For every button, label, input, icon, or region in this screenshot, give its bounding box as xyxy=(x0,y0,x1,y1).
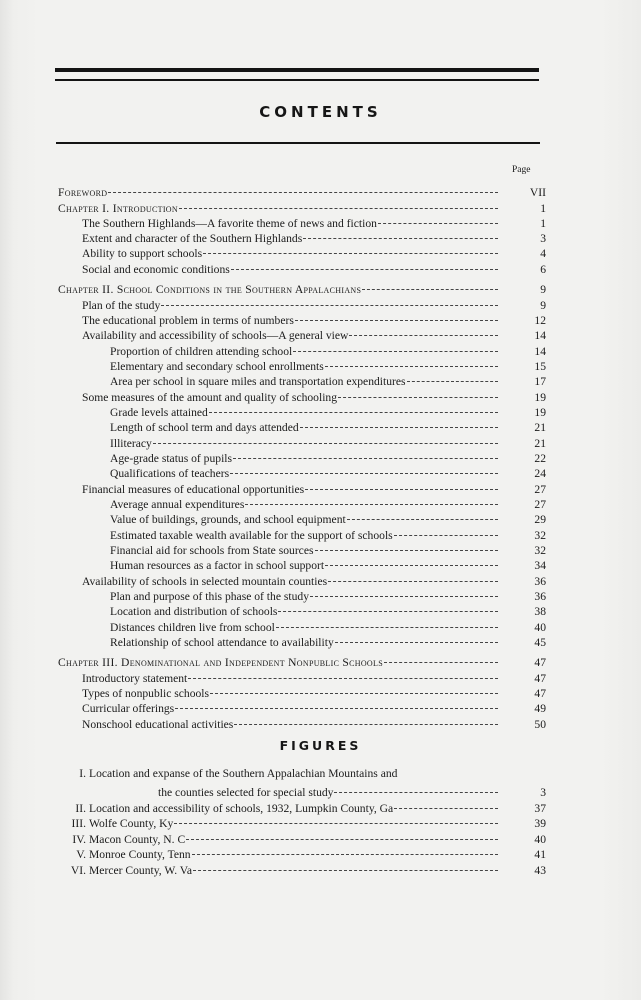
leader-dots xyxy=(193,859,498,874)
figure-title-cont: the counties selected for special study xyxy=(158,786,334,799)
leader-dots xyxy=(295,309,498,324)
toc-entry-page: 40 xyxy=(534,621,546,634)
top-thin-rule xyxy=(55,79,539,81)
toc-entry-title: Qualifications of teachers xyxy=(110,467,230,480)
toc-entry-title: Financial measures of educational opportunities xyxy=(82,483,305,496)
figure-number: I. xyxy=(79,767,86,780)
toc-entry-title: Location and distribution of schools xyxy=(110,605,278,618)
toc-entry[interactable] xyxy=(58,212,546,230)
toc-entry[interactable] xyxy=(58,340,546,358)
leader-dots xyxy=(378,212,498,227)
toc-entry[interactable] xyxy=(58,462,546,480)
figure-number: III. xyxy=(71,817,86,830)
leader-dots xyxy=(210,682,498,697)
figure-page: 40 xyxy=(534,832,546,846)
toc-entry-page: 45 xyxy=(534,636,546,649)
toc-entry[interactable] xyxy=(58,585,546,603)
leader-dots xyxy=(161,294,498,309)
toc-entry-page: 1 xyxy=(540,217,546,230)
leader-dots xyxy=(384,651,498,666)
toc-entry[interactable] xyxy=(58,508,546,526)
figure-entry[interactable] xyxy=(58,859,546,877)
figure-entry[interactable] xyxy=(58,797,546,815)
leader-dots xyxy=(347,508,498,523)
toc-entry-page: 17 xyxy=(534,375,546,388)
toc-entry-page: 3 xyxy=(540,232,546,245)
toc-chapter-entry[interactable] xyxy=(58,197,546,215)
toc-entry-page: 14 xyxy=(534,329,546,342)
toc-entry-page: 19 xyxy=(534,406,546,419)
toc-entry-page: 24 xyxy=(534,467,546,480)
toc-entry-title: Value of buildings, grounds, and school equipment xyxy=(110,513,346,526)
leader-dots xyxy=(186,828,498,843)
leader-dots xyxy=(305,478,498,493)
toc-entry-title: Grade levels attained xyxy=(110,406,208,419)
leader-dots xyxy=(325,554,498,569)
figure-page: 43 xyxy=(534,863,546,877)
figure-entry[interactable] xyxy=(58,843,546,861)
toc-entry-title: Elementary and secondary school enrollments xyxy=(110,360,324,373)
toc-entry-page: 12 xyxy=(534,314,546,327)
toc-entry-title: Plan of the study xyxy=(82,299,161,312)
leader-dots xyxy=(293,340,498,355)
leader-dots xyxy=(349,324,498,339)
figure-entry[interactable] xyxy=(58,828,546,846)
toc-entry[interactable] xyxy=(58,697,546,715)
toc-entry-title: Availability of schools in selected mountain counties xyxy=(82,575,328,588)
toc-entry[interactable] xyxy=(58,524,546,542)
toc-entry[interactable] xyxy=(58,432,546,450)
leader-dots xyxy=(108,181,498,196)
toc-entry-page: 22 xyxy=(534,452,546,465)
toc-entry[interactable] xyxy=(58,309,546,327)
title-underline-rule xyxy=(56,142,540,144)
toc-entry-page: 32 xyxy=(534,529,546,542)
leader-dots xyxy=(335,631,498,646)
figure-entry-continuation[interactable] xyxy=(58,781,546,799)
figure-page: 3 xyxy=(540,786,546,799)
leader-dots xyxy=(233,447,498,462)
toc-entry-title: Plan and purpose of this phase of the study xyxy=(110,590,309,603)
toc-entry[interactable] xyxy=(58,616,546,634)
figure-page: 37 xyxy=(534,801,546,815)
toc-entry-page: 21 xyxy=(534,421,546,434)
toc-entry-page: 27 xyxy=(534,483,546,496)
toc-entry-page: 29 xyxy=(534,513,546,526)
toc-entry-page: 50 xyxy=(534,718,546,731)
figure-title: Location and expanse of the Southern Appalachian Mountains and xyxy=(89,767,398,780)
toc-entry-page: 9 xyxy=(540,299,546,312)
leader-dots xyxy=(230,462,498,477)
leader-dots xyxy=(276,616,498,631)
toc-entry-title: Foreword xyxy=(58,186,108,199)
figure-title: Monroe County, Tenn xyxy=(89,848,191,861)
toc-entry-title: Estimated taxable wealth available for the support of schools xyxy=(110,529,393,542)
toc-entry-title: Chapter II. School Conditions in the Southern Appalachians xyxy=(58,283,362,296)
toc-entry-title: Distances children live from school xyxy=(110,621,275,634)
toc-entry-title: Length of school term and days attended xyxy=(110,421,299,434)
toc-entry-title: Relationship of school attendance to availability xyxy=(110,636,334,649)
leader-dots xyxy=(234,713,498,728)
toc-entry-title: Availability and accessibility of schools—A general view xyxy=(82,329,349,342)
leader-dots xyxy=(203,242,498,257)
figure-page: 39 xyxy=(534,817,546,830)
toc-entry[interactable] xyxy=(58,242,546,260)
toc-entry-page: 21 xyxy=(534,437,546,450)
toc-entry-page: 49 xyxy=(534,702,546,715)
top-thick-rule xyxy=(55,68,539,72)
leader-dots xyxy=(300,416,498,431)
leader-dots xyxy=(362,278,498,293)
leader-dots xyxy=(209,401,498,416)
leader-dots xyxy=(334,781,498,796)
toc-entry[interactable] xyxy=(58,682,546,700)
toc-entry-title: The educational problem in terms of numbers xyxy=(82,314,294,327)
toc-entry[interactable] xyxy=(58,667,546,685)
toc-entry-page: 47 xyxy=(534,656,546,669)
figure-title: Location and accessibility of schools, 1932, Lumpkin County, Ga xyxy=(89,801,394,815)
toc-entry-page: VII xyxy=(529,186,546,199)
toc-chapter-entry[interactable] xyxy=(58,651,546,669)
figure-number: V. xyxy=(76,848,86,861)
toc-entry-title: Illiteracy xyxy=(110,437,152,450)
figure-title: Wolfe County, Ky xyxy=(89,817,174,830)
toc-entry[interactable] xyxy=(58,227,546,245)
leader-dots xyxy=(325,355,498,370)
toc-entry[interactable] xyxy=(58,478,546,496)
figure-number: VI. xyxy=(70,863,86,877)
toc-entry-page: 32 xyxy=(534,544,546,557)
toc-entry-page: 1 xyxy=(540,202,546,215)
leader-dots xyxy=(188,667,498,682)
toc-entry-page: 36 xyxy=(534,590,546,603)
leader-dots xyxy=(407,370,498,385)
toc-entry-page: 34 xyxy=(534,559,546,572)
toc-entry-title: Proportion of children attending school xyxy=(110,345,293,358)
figure-number: II. xyxy=(75,801,86,815)
toc-entry-title: Nonschool educational activities xyxy=(82,718,234,731)
toc-entry-title: Average annual expenditures xyxy=(110,498,245,511)
leader-dots xyxy=(394,797,498,812)
figure-entry[interactable] xyxy=(58,812,546,830)
leader-dots xyxy=(153,432,498,447)
toc-entry-page: 9 xyxy=(540,283,546,296)
toc-entry-title: Introductory statement xyxy=(82,672,188,685)
leader-dots xyxy=(328,570,498,585)
toc-entry-title: Human resources as a factor in school support xyxy=(110,559,325,572)
leader-dots xyxy=(179,197,498,212)
toc-entry-page: 47 xyxy=(534,672,546,685)
toc-entry-title: Financial aid for schools from State sources xyxy=(110,544,314,557)
toc-entry-title: Chapter I. Introduction xyxy=(58,202,178,215)
toc-entry-page: 38 xyxy=(534,605,546,618)
figure-title: Mercer County, W. Va xyxy=(89,863,193,877)
toc-chapter-entry[interactable] xyxy=(58,278,546,296)
toc-entry-title: Social and economic conditions xyxy=(82,263,230,276)
leader-dots xyxy=(310,585,498,600)
toc-entry-page: 36 xyxy=(534,575,546,588)
toc-entry[interactable] xyxy=(58,539,546,557)
toc-entry-page: 14 xyxy=(534,345,546,358)
leader-dots xyxy=(192,843,498,858)
toc-entry-page: 6 xyxy=(540,263,546,276)
toc-entry-title: Area per school in square miles and transportation expenditures xyxy=(110,375,406,388)
leader-dots xyxy=(394,524,498,539)
leader-dots xyxy=(303,227,498,242)
figure-page: 41 xyxy=(534,848,546,861)
toc-entry[interactable] xyxy=(58,447,546,465)
figures-heading: FIGURES xyxy=(279,738,362,753)
toc-chapter-entry[interactable] xyxy=(58,181,546,199)
toc-entry[interactable] xyxy=(58,258,546,276)
toc-entry-title: Ability to support schools xyxy=(82,247,203,260)
toc-entry[interactable] xyxy=(58,600,546,618)
leader-dots xyxy=(278,600,498,615)
leader-dots xyxy=(175,697,498,712)
figure-entry[interactable] xyxy=(58,766,546,781)
toc-entry-title: Curricular offerings xyxy=(82,702,175,715)
toc-entry-title: Types of nonpublic schools xyxy=(82,687,210,700)
toc-entry[interactable] xyxy=(58,493,546,511)
toc-entry[interactable] xyxy=(58,324,546,342)
toc-entry[interactable] xyxy=(58,416,546,434)
toc-entry[interactable] xyxy=(58,570,546,588)
toc-entry-title: Chapter III. Denominational and Independent Nonpublic Schools xyxy=(58,656,383,669)
toc-entry[interactable] xyxy=(58,386,546,404)
toc-entry-page: 47 xyxy=(534,687,546,700)
toc-entry[interactable] xyxy=(58,294,546,312)
toc-entry-page: 4 xyxy=(540,247,546,260)
toc-entry[interactable] xyxy=(58,401,546,419)
toc-entry-page: 27 xyxy=(534,498,546,511)
page-title: CONTENTS xyxy=(259,103,382,121)
toc-entry[interactable] xyxy=(58,713,546,731)
page-column-label: Page xyxy=(512,165,531,175)
toc-entry[interactable] xyxy=(58,355,546,373)
toc-entry[interactable] xyxy=(58,631,546,649)
leader-dots xyxy=(245,493,498,508)
toc-entry-page: 19 xyxy=(534,391,546,404)
leader-dots xyxy=(174,812,498,827)
toc-entry-page: 15 xyxy=(534,360,546,373)
leader-dots xyxy=(338,386,498,401)
toc-entry[interactable] xyxy=(58,554,546,572)
toc-entry-title: The Southern Highlands—A favorite theme of news and fiction xyxy=(82,217,377,230)
figure-title: Macon County, N. C xyxy=(89,832,186,846)
toc-entry-title: Extent and character of the Southern Highlands xyxy=(82,232,303,245)
leader-dots xyxy=(315,539,499,554)
figure-number: IV. xyxy=(72,832,86,846)
toc-entry[interactable] xyxy=(58,370,546,388)
leader-dots xyxy=(231,258,498,273)
toc-entry-title: Age-grade status of pupils xyxy=(110,452,233,465)
toc-entry-title: Some measures of the amount and quality of schooling xyxy=(82,391,338,404)
